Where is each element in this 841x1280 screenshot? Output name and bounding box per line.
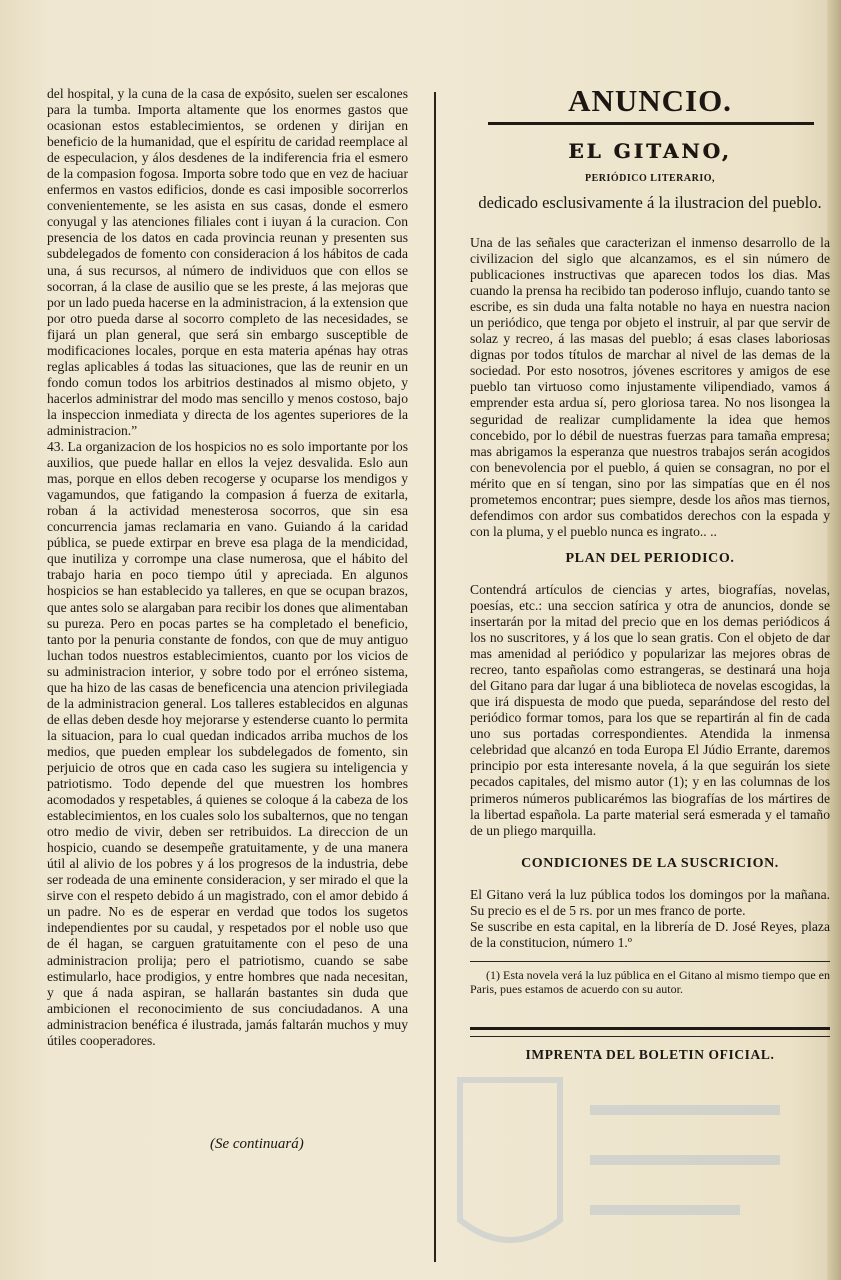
intro-text	[470, 235, 830, 540]
footnote: (1) Esta novela verá la luz pública en el Gitano al mismo tiempo que en Paris, pues estamos de acuerdo con su autor.	[470, 967, 830, 997]
right-column	[470, 82, 830, 1272]
announcement-title: ANUNCIO.	[568, 83, 732, 118]
left-paragraph-1: del hospital, y la cuna de la casa de expósito, suelen ser escalones para la tumba. Importa altamente que los enormes gastos que ocasionan estos establecimientos, se ordenen y dirijan en beneficio de la humanidad, que el espíritu de caridad reemplace al de especulacion, y álos desdenes de la indiferencia fria el esmero de la compasion fogosa. Importa sobre todo que en vez de haciuar enfermos en vastos edificios, donde es casi imposible socorrerlos convenientemente, se les asista en sus casas, donde el esmero conyugal y las atenciones filiales cont i iuyan á la curacion. Con presencia de los datos en cada provincia reunan y presenten sus subdelegados de fomento con consideracion á los hábitos de cada una, á sus recursos, al número de individuos que con ellos se socorran, á la clase de ausilio que se les preste, á las mejoras que por un lado pueda hacerse en la administracion, á la extension que por otro pueda darse al socorro completo de las necesidades, se fijará un plan general, que será sin embargo susceptible de modificaciones locales, porque en esta materia apénas hay otras reglas aplicables á todas las situaciones, que las de reunir en un fondo comun todos los arbitrios destinados al mismo objeto, y hacerlos administrar del modo mas sencillo y menos costoso, bajo la inspeccion inmediata y directa de los agentes superiores de la administracion.”	[47, 86, 408, 438]
subtitle: PERIÓDICO LITERARIO,	[584, 173, 716, 184]
imprint-rule	[470, 1027, 830, 1030]
left-column-text	[47, 86, 408, 1049]
plan-paragraph: Contendrá artículos de ciencias y artes, biografías, novelas, poesías, etc.: una seccion satírica y otra de anuncios, donde se insertarán por la mitad del precio que en los demas periódicos á los no suscritores, y á los que lo sean gratis. Con el objeto de dar mas amenidad al periódico y popularizar las mejores obras de recreo, tanto españolas como estrangeras, se destinará una hoja del Gitano para dar lugar á una biblioteca de novelas escogidas, la que irá dispuesta de modo que pueda, separándose del resto del periódico formar tomos, para los que se repartirán al fin de cada uno sus portadas correspondientes. Atendida la inmensa celebridad que alcanzó en toda Europa El Júdio Errante, daremos principio por esta interesante novela, á la que seguirán los siete pecados capitales, del mismo autor (1); y en las columnas de los primeros números publicarémos las biografías de los mártires de la libertad española. La parte material será esmerada y el tamaño de un pliego marquilla.	[470, 581, 830, 838]
left-paragraph-2: 43. La organizacion de los hospicios no es solo importante por los auxilios, que puede hallar en ellos la vejez desvalida. Eslo aun mas, porque en ellos deben recogerse y ocuparse los mendigos y vagamundos, que fatigando la compasion á fuerza de exitarla, roban á la actividad menesterosa socorros, que sin esa concurrencia jamas reclamaria en vano. Guiando á la caridad pública, se puede extirpar en breve esa plaga de la mendicidad, que inutiliza y corrompe una clase numerosa, que el hábito del trabajo haria en poco tiempo útil y apreciada. En algunos hospicios se han establecido ya talleres, en que se ocupan brazos, que antes solo se alargaban para recibir los dones que alimentaban su pureza. Pero en pocas partes se ha completado el beneficio, tanto por la penuria constante de fondos, con que de muy antiguo luchan todos nuestros establecimientos, cuanto por los vicios de su administracion interior, y sobre todo por el erróneo sistema, que ha hizo de las casas de beneficencia una atencion privilegiada de la administracion general. Los talleres establecidos en algunas de ellas deben desde hoy mejorarse y estenderse cuanto lo permita la situacion, para lo cual quedan indicados arriba muchos de los medios, que pueden emplear los subdelegados de fomento, sin perjuicio de otros que en cada caso les sugiera su inteligencia y patriotismo. Todo depende del que muestren los hombres acomodados y respetables, á quienes se coloque á la cabeza de los establecimientos, en los cuales solo los subalternos, que no tengan otro medio de vivir, deben ser retribuidos. La direccion de un hospicio, cuando se desempeñe gratuitamente, y de una manera útil al alivio de los pobres y á los progresos de la industria, debe ser rodeada de una eminente consideracion, y ser mirado el que la sirve con el respeto debido á un magistrado, con el amor debido á un padre. No es de esperar en verdad que todos los sugetos independientes por su caudal, y respetados por el noble uso que de él hagan, se carguen gratuitamente con el peso de una administracion prolija; pero el patriotismo, cuando se sabe estimularlo, hace prodigios, y entre hombres que nada necesitan, y que á nada aspiran, se hallarán bastantes sin duda que ambicionen el reconocimiento de sus conciudadanos. A una administracion benéfica é ilustrada, jamás faltarán muchos y muy útiles cooperadores.	[47, 439, 408, 1048]
footnote-rule	[470, 961, 830, 962]
conditions-paragraph-2: Se suscribe en esta capital, en la librería de D. José Reyes, plaza de la constitucion, número 1.º	[470, 918, 830, 950]
left-column	[47, 86, 408, 1266]
conditions-text	[470, 887, 830, 951]
conditions-paragraph-1: El Gitano verá la luz pública todos los domingos por la mañana. Su precio es el de 5 rs. por un mes franco de porte.	[470, 886, 830, 918]
masthead: EL GITANO,	[568, 139, 732, 163]
dedication: dedicado esclusivamente á la ilustracion del pueblo.	[478, 193, 822, 212]
conditions-heading: CONDICIONES DE LA SUSCRICION.	[521, 855, 779, 871]
plan-heading: PLAN DEL PERIODICO.	[565, 550, 735, 566]
column-divider	[434, 92, 436, 1262]
plan-text	[470, 582, 830, 839]
imprint-rule-thin	[470, 1036, 830, 1037]
continued-note: (Se continuará)	[210, 1136, 304, 1152]
imprint: IMPRENTA DEL BOLETIN OFICIAL.	[525, 1046, 775, 1062]
intro-paragraph: Una de las señales que caracterizan el inmenso desarrollo de la civilizacion del siglo que alcanzamos, es el sin número de publicaciones instructivas que aparecen todos los dias. Mas cuando la prensa ha recibido tan poderoso influjo, cuando tanto se escribe, es sin duda una falta notable no haya en nuestra nacion un periódico, que tenga por objeto el instruir, al par que servir de solaz y recreo, á las masas del pueblo; á esas clases laboriosas dignas por todos títulos de marchar al nivel de las demas de la sociedad. Por esto nosotros, jóvenes escritores y amigos de ese pueblo tan virtuoso como injustamente vilipendiado, vamos á emprender esta ardua sí, pero gloriosa tarea. No nos lisongea la seguridad de realizar cumplidamente la idea que hemos concebido, por lo débil de nuestras fuerzas para tamaña empresa; mas abrigamos la esperanza que nuestros trabajos serán acogidos con benevolencia por el pueblo, á quien se consagran, no por el mérito que en sí tengan, sino por las simpatías que en él nos prometemos encontrar; pues siempre, desde los años mas tiernos, defendimos con ardor sus combatidos derechos con la espada y con la pluma, y el pueblo nunca es ingrato.. ..	[470, 235, 830, 539]
title-rule	[488, 122, 814, 125]
